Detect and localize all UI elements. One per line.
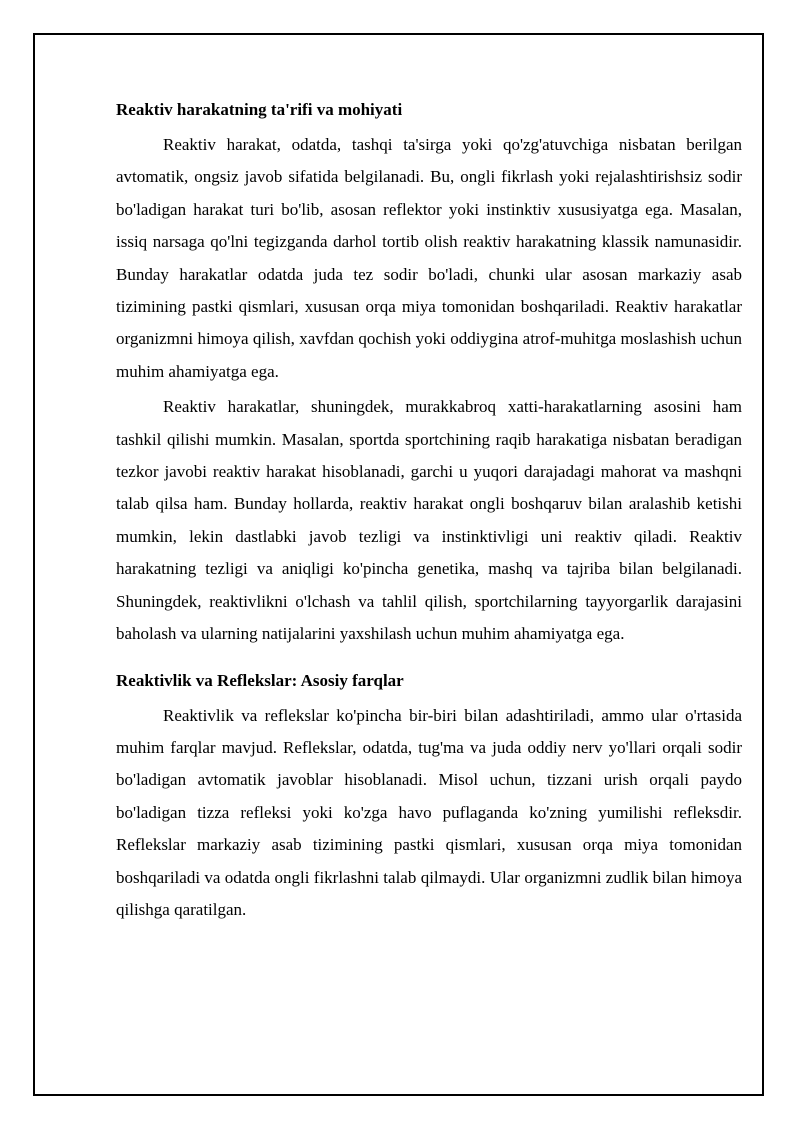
paragraph: Reaktiv harakatlar, shuningdek, murakkabroq xatti-harakatlarning asosini ham tashkil qilishi mumkin. Masalan, sportda sportchining raqib harakatiga nisbatan beradigan tezkor javobi reaktiv harakat hisoblanadi, garchi u yuqori darajadagi mahorat va mashqni talab qilsa ham. Bunday hollarda, reaktiv harakat ongli boshqaruv bilan aralashib ketishi mumkin, lekin dastlabki javob tezligi va instinktivligi uni reaktiv qiladi. Reaktiv harakatning tezligi va aniqligi ko'pincha genetika, mashq va tajriba bilan belgilanadi. Shuningdek, reaktivlikni o'lchash va tahlil qilish, sportchilarning tayyorgarlik darajasini baholash va ularning natijalarini yaxshilash uchun muhim ahamiyatga ega.: [116, 397, 742, 644]
paragraph: Reaktivlik va reflekslar ko'pincha bir-biri bilan adashtiriladi, ammo ular o'rtasida muhim farqlar mavjud. Reflekslar, odatda, tug'ma va juda oddiy nerv yo'llari orqali sodir bo'ladigan avtomatik javoblar hisoblanadi. Misol uchun, tizzani urish orqali paydo bo'ladigan tizza refleksi yoki ko'zga havo puflaganda ko'zning yumilishi refleksdir. Reflekslar markaziy asab tizimining pastki qismlari, xususan orqa miya tomonidan boshqariladi va odatda ongli fikrlashni talab qilmaydi. Ular organizmni zudlik bilan himoya qilishga qaratilgan.: [116, 705, 742, 919]
section-heading-reactive-movement: Reaktiv harakatning ta'rifi va mohiyati: [116, 100, 403, 119]
section-heading-reactivity-reflexes: Reaktivlik va Reflekslar: Asosiy farqlar: [116, 670, 404, 690]
paragraph: Reaktiv harakat, odatda, tashqi ta'sirga yoki qo'zg'atuvchiga nisbatan berilgan avtomatik, ongsiz javob sifatida belgilanadi. Bu, ongli fikrlash yoki rejalashtirishsiz sodir bo'ladigan harakat turi bo'lib, asosan reflektor yoki instinktiv xususiyatga ega. Masalan, issiq narsaga qo'lni tegizganda darhol tortib olish reaktiv harakatning klassik namunasidir. Bunday harakatlar odatda juda tez sodir bo'ladi, chunki ular asosan markaziy asab tizimining pastki qismlari, xususan orqa miya tomonidan boshqariladi. Reaktiv harakatlar organizmni himoya qilish, xavfdan qochish yoki oddiygina atrof-muhitga moslashish uchun muhim ahamiyatga ega.: [116, 135, 742, 381]
document-body: [116, 94, 742, 929]
